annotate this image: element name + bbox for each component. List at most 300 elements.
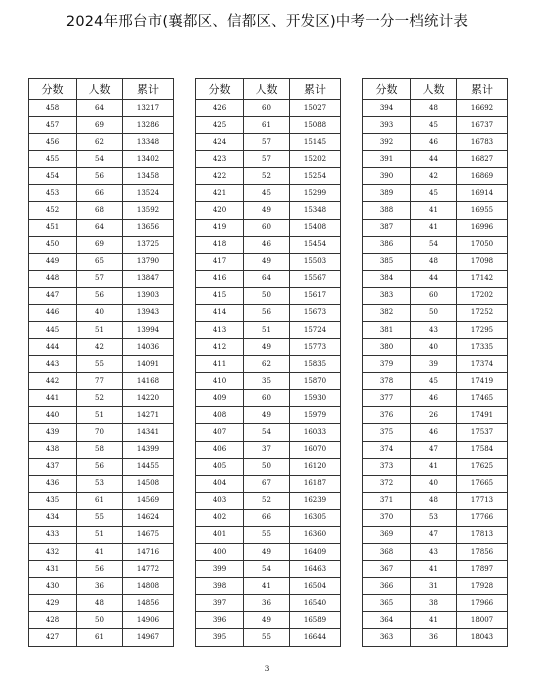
- count-cell: 66: [244, 509, 290, 526]
- table-row: [196, 236, 341, 253]
- count-cell: 49: [244, 612, 290, 629]
- table-row: [363, 492, 508, 509]
- count-cell: 48: [77, 595, 123, 612]
- cumulative-cell: 16070: [290, 441, 341, 458]
- count-cell: 54: [77, 151, 123, 168]
- count-cell: 26: [411, 407, 457, 424]
- count-cell: 57: [244, 151, 290, 168]
- table-row: [363, 612, 508, 629]
- count-cell: 47: [411, 441, 457, 458]
- score-cell: 382: [363, 304, 411, 321]
- table-row: [363, 526, 508, 543]
- table-row: [363, 253, 508, 270]
- count-cell: 64: [77, 219, 123, 236]
- table-row: [363, 475, 508, 492]
- cumulative-cell: 17419: [457, 373, 508, 390]
- score-cell: 427: [29, 629, 77, 646]
- cumulative-cell: 13847: [123, 270, 174, 287]
- table-row: [196, 475, 341, 492]
- count-cell: 61: [77, 492, 123, 509]
- count-cell: 38: [411, 595, 457, 612]
- table-row: [29, 526, 174, 543]
- count-cell: 49: [244, 544, 290, 561]
- count-cell: 41: [244, 578, 290, 595]
- cumulative-cell: 15454: [290, 236, 341, 253]
- score-table-3: [362, 78, 508, 647]
- table-row: [29, 219, 174, 236]
- table-row: [196, 390, 341, 407]
- count-cell: 41: [411, 561, 457, 578]
- table-row: [196, 185, 341, 202]
- count-cell: 48: [411, 492, 457, 509]
- cumulative-cell: 16409: [290, 544, 341, 561]
- table-row: [363, 424, 508, 441]
- count-cell: 66: [77, 185, 123, 202]
- cumulative-cell: 14455: [123, 458, 174, 475]
- cumulative-cell: 14967: [123, 629, 174, 646]
- count-cell: 65: [77, 253, 123, 270]
- table-row: [363, 219, 508, 236]
- table-row: [196, 424, 341, 441]
- count-cell: 62: [244, 356, 290, 373]
- count-cell: 36: [244, 595, 290, 612]
- count-cell: 40: [77, 304, 123, 321]
- cumulative-cell: 15979: [290, 407, 341, 424]
- score-cell: 400: [196, 544, 244, 561]
- score-cell: 384: [363, 270, 411, 287]
- cumulative-cell: 15930: [290, 390, 341, 407]
- score-cell: 403: [196, 492, 244, 509]
- score-cell: 453: [29, 185, 77, 202]
- cumulative-cell: 17813: [457, 526, 508, 543]
- cumulative-cell: 14716: [123, 544, 174, 561]
- cumulative-cell: 13286: [123, 117, 174, 134]
- cumulative-cell: 15617: [290, 287, 341, 304]
- count-cell: 41: [411, 219, 457, 236]
- table-body: [29, 100, 174, 647]
- count-cell: 39: [411, 356, 457, 373]
- cumulative-cell: 16463: [290, 561, 341, 578]
- cumulative-cell: 17295: [457, 322, 508, 339]
- count-cell: 55: [77, 509, 123, 526]
- cumulative-cell: 18007: [457, 612, 508, 629]
- table-row: [363, 629, 508, 646]
- count-cell: 46: [244, 236, 290, 253]
- cumulative-cell: 13592: [123, 202, 174, 219]
- cumulative-cell: 17584: [457, 441, 508, 458]
- count-cell: 45: [411, 117, 457, 134]
- score-cell: 450: [29, 236, 77, 253]
- count-cell: 57: [244, 134, 290, 151]
- table-row: [196, 441, 341, 458]
- score-cell: 455: [29, 151, 77, 168]
- cumulative-cell: 17465: [457, 390, 508, 407]
- score-cell: 370: [363, 509, 411, 526]
- cumulative-cell: 16692: [457, 100, 508, 117]
- score-table-1: [28, 78, 174, 647]
- cumulative-cell: 14036: [123, 339, 174, 356]
- score-cell: 406: [196, 441, 244, 458]
- table-row: [29, 424, 174, 441]
- count-cell: 54: [411, 236, 457, 253]
- count-cell: 56: [77, 168, 123, 185]
- table-header-row: [196, 79, 341, 100]
- table-row: [196, 373, 341, 390]
- cumulative-cell: 15567: [290, 270, 341, 287]
- table-row: [196, 561, 341, 578]
- count-cell: 60: [244, 390, 290, 407]
- cumulative-cell: 17928: [457, 578, 508, 595]
- score-cell: 445: [29, 322, 77, 339]
- table-row: [363, 202, 508, 219]
- score-cell: 391: [363, 151, 411, 168]
- cumulative-cell: 15773: [290, 339, 341, 356]
- cumulative-cell: 16120: [290, 458, 341, 475]
- count-cell: 48: [411, 100, 457, 117]
- cumulative-cell: 16996: [457, 219, 508, 236]
- score-cell: 374: [363, 441, 411, 458]
- score-cell: 424: [196, 134, 244, 151]
- table-row: [363, 561, 508, 578]
- cumulative-cell: 15027: [290, 100, 341, 117]
- table-row: [29, 629, 174, 646]
- score-cell: 446: [29, 304, 77, 321]
- cumulative-cell: 16305: [290, 509, 341, 526]
- count-cell: 40: [411, 339, 457, 356]
- table-row: [29, 458, 174, 475]
- count-cell: 56: [244, 304, 290, 321]
- table-row: [196, 270, 341, 287]
- score-cell: 387: [363, 219, 411, 236]
- cumulative-cell: 15503: [290, 253, 341, 270]
- table-row: [363, 339, 508, 356]
- score-cell: 410: [196, 373, 244, 390]
- table-row: [363, 509, 508, 526]
- table-row: [196, 578, 341, 595]
- score-cell: 413: [196, 322, 244, 339]
- table-row: [363, 407, 508, 424]
- cumulative-cell: 17050: [457, 236, 508, 253]
- cumulative-cell: 15254: [290, 168, 341, 185]
- count-cell: 42: [77, 339, 123, 356]
- score-cell: 364: [363, 612, 411, 629]
- table-row: [196, 322, 341, 339]
- header-count: 人数: [411, 79, 457, 100]
- score-table-2: [195, 78, 341, 647]
- score-cell: 452: [29, 202, 77, 219]
- cumulative-cell: 16869: [457, 168, 508, 185]
- score-cell: 414: [196, 304, 244, 321]
- score-cell: 401: [196, 526, 244, 543]
- score-cell: 447: [29, 287, 77, 304]
- score-cell: 396: [196, 612, 244, 629]
- cumulative-cell: 17713: [457, 492, 508, 509]
- count-cell: 55: [244, 629, 290, 646]
- table-header-row: [29, 79, 174, 100]
- score-cell: 383: [363, 287, 411, 304]
- cumulative-cell: 16504: [290, 578, 341, 595]
- score-cell: 444: [29, 339, 77, 356]
- score-cell: 429: [29, 595, 77, 612]
- count-cell: 64: [77, 100, 123, 117]
- cumulative-cell: 14399: [123, 441, 174, 458]
- cumulative-cell: 17202: [457, 287, 508, 304]
- score-cell: 439: [29, 424, 77, 441]
- table-row: [29, 304, 174, 321]
- score-cell: 395: [196, 629, 244, 646]
- count-cell: 50: [77, 612, 123, 629]
- cumulative-cell: 14271: [123, 407, 174, 424]
- cumulative-cell: 16644: [290, 629, 341, 646]
- score-cell: 398: [196, 578, 244, 595]
- table-header-row: [363, 79, 508, 100]
- cumulative-cell: 15673: [290, 304, 341, 321]
- table-row: [196, 526, 341, 543]
- cumulative-cell: 13524: [123, 185, 174, 202]
- table-row: [363, 544, 508, 561]
- header-score: 分数: [363, 79, 411, 100]
- count-cell: 47: [411, 526, 457, 543]
- count-cell: 61: [244, 117, 290, 134]
- score-cell: 393: [363, 117, 411, 134]
- cumulative-cell: 18043: [457, 629, 508, 646]
- header-score: 分数: [29, 79, 77, 100]
- cumulative-cell: 15408: [290, 219, 341, 236]
- cumulative-cell: 13402: [123, 151, 174, 168]
- table-row: [196, 202, 341, 219]
- cumulative-cell: 14569: [123, 492, 174, 509]
- score-cell: 454: [29, 168, 77, 185]
- count-cell: 62: [77, 134, 123, 151]
- cumulative-cell: 15870: [290, 373, 341, 390]
- score-cell: 458: [29, 100, 77, 117]
- table-row: [29, 339, 174, 356]
- score-cell: 379: [363, 356, 411, 373]
- cumulative-cell: 14772: [123, 561, 174, 578]
- score-cell: 399: [196, 561, 244, 578]
- count-cell: 51: [77, 322, 123, 339]
- cumulative-cell: 14091: [123, 356, 174, 373]
- table-row: [196, 629, 341, 646]
- score-cell: 363: [363, 629, 411, 646]
- table-row: [196, 509, 341, 526]
- score-cell: 377: [363, 390, 411, 407]
- count-cell: 43: [411, 544, 457, 561]
- cumulative-cell: 15145: [290, 134, 341, 151]
- score-cell: 372: [363, 475, 411, 492]
- score-cell: 448: [29, 270, 77, 287]
- score-cell: 416: [196, 270, 244, 287]
- score-cell: 404: [196, 475, 244, 492]
- score-cell: 407: [196, 424, 244, 441]
- score-cell: 420: [196, 202, 244, 219]
- table-row: [196, 151, 341, 168]
- count-cell: 61: [77, 629, 123, 646]
- count-cell: 58: [77, 441, 123, 458]
- table-row: [29, 202, 174, 219]
- table-row: [29, 253, 174, 270]
- score-cell: 389: [363, 185, 411, 202]
- score-cell: 428: [29, 612, 77, 629]
- score-cell: 438: [29, 441, 77, 458]
- cumulative-cell: 17335: [457, 339, 508, 356]
- cumulative-cell: 15724: [290, 322, 341, 339]
- count-cell: 45: [244, 185, 290, 202]
- cumulative-cell: 15202: [290, 151, 341, 168]
- table-row: [196, 117, 341, 134]
- table-row: [196, 544, 341, 561]
- cumulative-cell: 13994: [123, 322, 174, 339]
- table-row: [363, 151, 508, 168]
- cumulative-cell: 17142: [457, 270, 508, 287]
- table-row: [29, 322, 174, 339]
- page-number: 3: [264, 664, 270, 673]
- cumulative-cell: 16540: [290, 595, 341, 612]
- cumulative-cell: 14168: [123, 373, 174, 390]
- cumulative-cell: 14808: [123, 578, 174, 595]
- score-cell: 368: [363, 544, 411, 561]
- table-row: [196, 612, 341, 629]
- score-cell: 443: [29, 356, 77, 373]
- header-cumulative: 累计: [457, 79, 508, 100]
- score-cell: 418: [196, 236, 244, 253]
- table-row: [363, 373, 508, 390]
- score-cell: 440: [29, 407, 77, 424]
- score-cell: 380: [363, 339, 411, 356]
- score-cell: 378: [363, 373, 411, 390]
- table-row: [196, 339, 341, 356]
- score-cell: 385: [363, 253, 411, 270]
- table-row: [363, 168, 508, 185]
- cumulative-cell: 16187: [290, 475, 341, 492]
- score-cell: 386: [363, 236, 411, 253]
- score-cell: 411: [196, 356, 244, 373]
- count-cell: 54: [244, 561, 290, 578]
- count-cell: 67: [244, 475, 290, 492]
- table-row: [29, 561, 174, 578]
- cumulative-cell: 14675: [123, 526, 174, 543]
- cumulative-cell: 17098: [457, 253, 508, 270]
- score-cell: 394: [363, 100, 411, 117]
- score-cell: 431: [29, 561, 77, 578]
- table-row: [363, 134, 508, 151]
- count-cell: 60: [411, 287, 457, 304]
- count-cell: 56: [77, 561, 123, 578]
- table-row: [363, 185, 508, 202]
- table-row: [29, 390, 174, 407]
- cumulative-cell: 13458: [123, 168, 174, 185]
- table-row: [196, 356, 341, 373]
- table-row: [363, 270, 508, 287]
- table-row: [363, 100, 508, 117]
- score-cell: 369: [363, 526, 411, 543]
- score-cell: 436: [29, 475, 77, 492]
- count-cell: 49: [244, 202, 290, 219]
- count-cell: 55: [77, 356, 123, 373]
- count-cell: 31: [411, 578, 457, 595]
- table-row: [363, 356, 508, 373]
- count-cell: 50: [411, 304, 457, 321]
- table-row: [363, 390, 508, 407]
- score-cell: 419: [196, 219, 244, 236]
- score-cell: 433: [29, 526, 77, 543]
- count-cell: 60: [244, 100, 290, 117]
- table-row: [29, 236, 174, 253]
- score-cell: 451: [29, 219, 77, 236]
- table-row: [29, 612, 174, 629]
- table-row: [29, 407, 174, 424]
- table-row: [29, 100, 174, 117]
- count-cell: 42: [411, 168, 457, 185]
- header-count: 人数: [244, 79, 290, 100]
- count-cell: 64: [244, 270, 290, 287]
- cumulative-cell: 17897: [457, 561, 508, 578]
- table-row: [29, 356, 174, 373]
- count-cell: 44: [411, 151, 457, 168]
- cumulative-cell: 15088: [290, 117, 341, 134]
- cumulative-cell: 16033: [290, 424, 341, 441]
- count-cell: 77: [77, 373, 123, 390]
- score-cell: 432: [29, 544, 77, 561]
- cumulative-cell: 15299: [290, 185, 341, 202]
- cumulative-cell: 14624: [123, 509, 174, 526]
- count-cell: 36: [77, 578, 123, 595]
- count-cell: 68: [77, 202, 123, 219]
- score-cell: 430: [29, 578, 77, 595]
- score-cell: 425: [196, 117, 244, 134]
- score-cell: 417: [196, 253, 244, 270]
- table-row: [29, 168, 174, 185]
- count-cell: 35: [244, 373, 290, 390]
- count-cell: 57: [77, 270, 123, 287]
- table-row: [29, 492, 174, 509]
- cumulative-cell: 13656: [123, 219, 174, 236]
- score-cell: 441: [29, 390, 77, 407]
- table-row: [29, 475, 174, 492]
- count-cell: 41: [411, 458, 457, 475]
- count-cell: 45: [411, 185, 457, 202]
- table-row: [363, 441, 508, 458]
- score-cell: 434: [29, 509, 77, 526]
- cumulative-cell: 17625: [457, 458, 508, 475]
- score-cell: 426: [196, 100, 244, 117]
- score-cell: 373: [363, 458, 411, 475]
- count-cell: 41: [77, 544, 123, 561]
- score-cell: 421: [196, 185, 244, 202]
- table-row: [363, 578, 508, 595]
- cumulative-cell: 14856: [123, 595, 174, 612]
- score-cell: 457: [29, 117, 77, 134]
- score-cell: 422: [196, 168, 244, 185]
- header-cumulative: 累计: [290, 79, 341, 100]
- score-cell: 437: [29, 458, 77, 475]
- table-row: [196, 492, 341, 509]
- score-cell: 390: [363, 168, 411, 185]
- count-cell: 70: [77, 424, 123, 441]
- score-cell: 409: [196, 390, 244, 407]
- score-cell: 375: [363, 424, 411, 441]
- score-cell: 449: [29, 253, 77, 270]
- count-cell: 52: [77, 390, 123, 407]
- table-row: [196, 595, 341, 612]
- score-cell: 456: [29, 134, 77, 151]
- cumulative-cell: 16955: [457, 202, 508, 219]
- table-row: [363, 458, 508, 475]
- score-cell: 415: [196, 287, 244, 304]
- count-cell: 41: [411, 202, 457, 219]
- cumulative-cell: 17665: [457, 475, 508, 492]
- count-cell: 41: [411, 612, 457, 629]
